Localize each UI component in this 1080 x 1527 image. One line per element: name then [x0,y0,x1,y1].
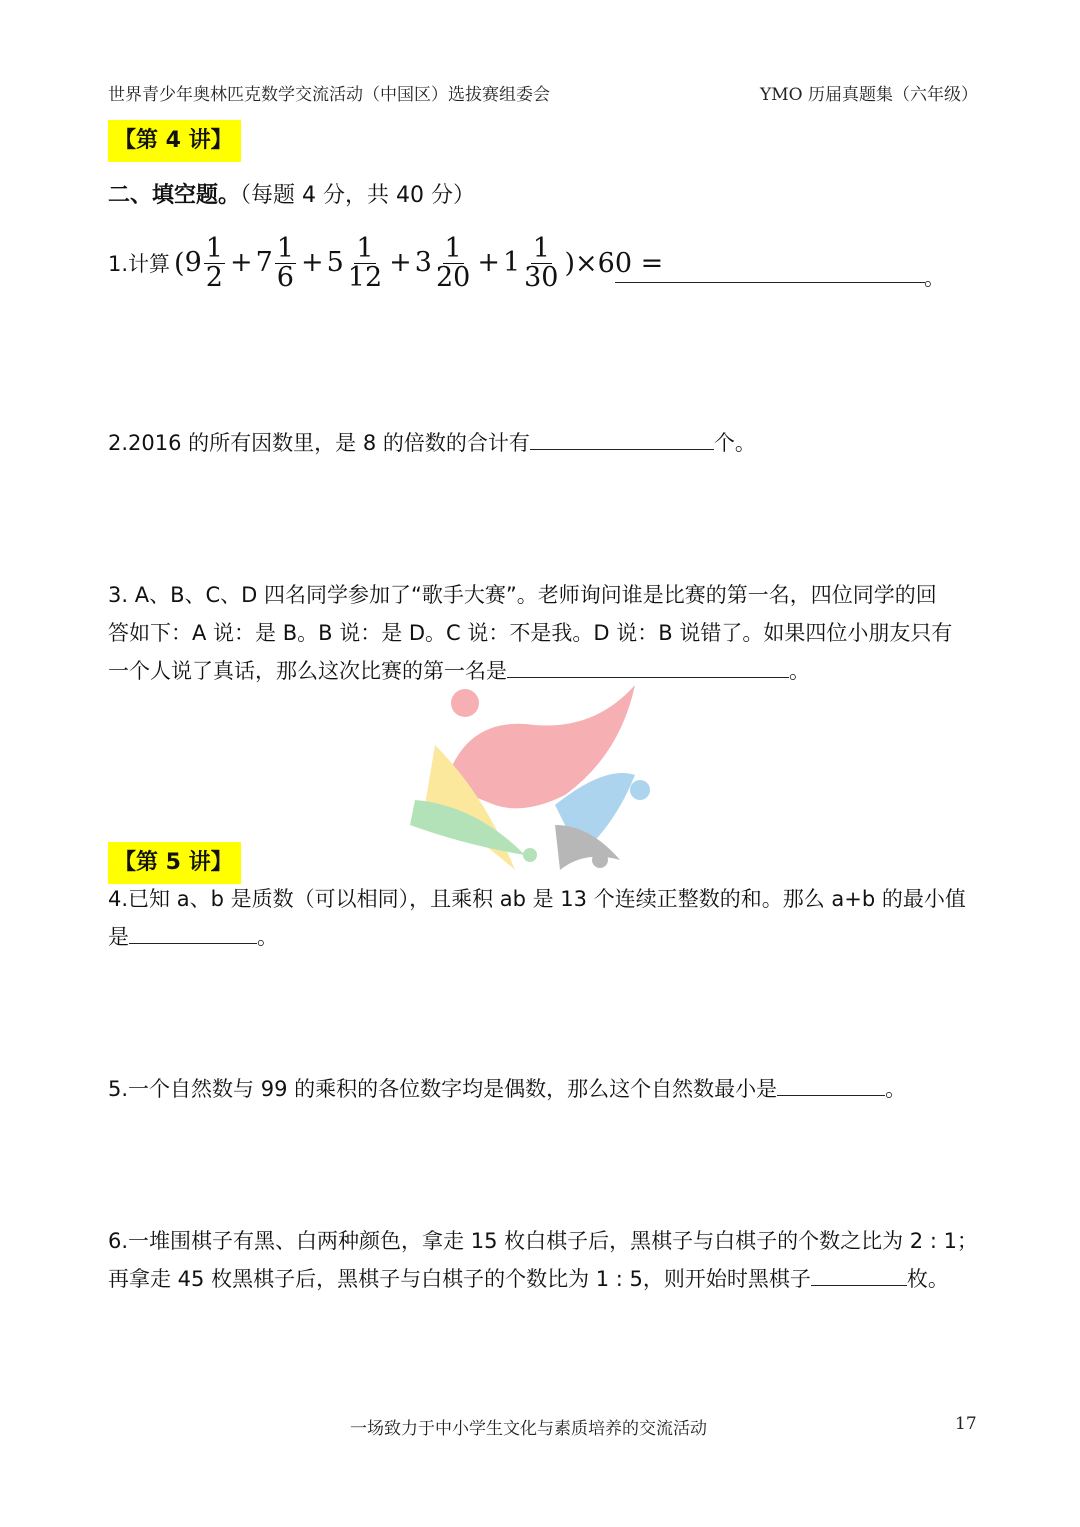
lecture-4-label: 【第 4 讲】 [108,120,241,162]
q4-answer-blank[interactable] [129,921,257,944]
q1-expression [184,232,563,293]
q2-text: 2.2016 的所有因数里，是 8 的倍数的合计有 [108,431,530,455]
q3-answer-blank[interactable] [507,655,789,678]
q1-numerator-3: 1 [356,232,374,264]
q5-text: 5.一个自然数与 99 的乘积的各位数字均是偶数，那么这个自然数最小是 [108,1077,778,1101]
q6-line-2: 再拿走 45 枚黑棋子后，黑棋子与白棋子的个数比为 1 : 5，则开始时黑棋子 [108,1267,811,1291]
q1-fraction-2 [275,232,296,293]
q1-whole-2: 7 [255,246,273,278]
q1-denominator-1: 2 [205,261,223,293]
q1-numerator-5: 1 [532,232,550,264]
q1-fraction-1 [204,232,225,293]
q1-whole-1: 9 [184,246,202,278]
footer-text: 一场致力于中小学生文化与素质培养的交流活动 [350,1419,707,1439]
q2-end: 个。 [713,431,756,455]
q1-numerator-1: 1 [205,232,223,264]
watermark-red-dot [451,689,479,717]
lecture-5-label: 【第 5 讲】 [108,842,241,884]
q4-end: 。 [257,925,278,949]
q3-end: 。 [789,659,810,683]
q3-line-2: 答如下：A 说：是 B。B 说：是 D。C 说：不是我。D 说：B 说错了。如果四位小朋友只有 [108,621,953,645]
q2-answer-blank[interactable] [530,427,714,450]
q1-whole-3: 5 [326,246,344,278]
q1-denominator-5: 30 [524,261,559,293]
page-number: 17 [955,1414,977,1434]
section-heading: 二、填空题。 [108,183,241,208]
q1-numerator-2: 1 [276,232,294,264]
q1-denominator-3: 12 [347,261,383,293]
question-6 [108,1222,980,1298]
question-2 [108,424,980,462]
q1-numerator-4: 1 [444,232,462,264]
q1-operator-3: + [389,246,412,278]
q6-end: 枚。 [906,1267,949,1291]
q6-line-1: 6.一堆围棋子有黑、白两种颜色，拿走 15 枚白棋子后，黑棋子与白棋子的个数之比为 2 : 1； [108,1229,978,1253]
question-1 [108,232,663,294]
q6-answer-blank[interactable] [811,1263,907,1286]
q4-line-1: 4.已知 a、b 是质数（可以相同），且乘积 ab 是 13 个连续正整数的和。那么 a+b 的最小值 [108,887,966,911]
watermark-green-dot [523,848,537,862]
q1-answer-blank[interactable] [615,262,925,283]
q1-fraction-4 [434,232,472,293]
q1-tail: )×60 = [564,247,664,279]
q1-prefix: 1.计算 [108,252,171,276]
q5-end: 。 [885,1077,907,1101]
section-note: （每题 4 分，共 40 分） [240,183,475,208]
header-left: 世界青少年奥林匹克数学交流活动（中国区）选拔赛组委会 [108,85,550,105]
q1-fraction-5 [522,232,560,293]
q1-whole-5: 1 [502,246,521,278]
question-5 [108,1070,980,1108]
q3-line-1: 3. A、B、C、D 四名同学参加了“歌手大赛”。老师询问谁是比赛的第一名，四位同学的回 [108,583,937,607]
q1-open-paren: ( [174,247,185,279]
section-title [108,178,475,209]
q1-denominator-4: 20 [435,261,471,293]
q1-operator-2: + [300,246,324,278]
q1-whole-4: 3 [414,246,432,278]
question-4 [108,880,980,956]
q4-line-2: 是 [108,925,129,949]
q1-end: 。 [924,266,945,290]
q1-denominator-2: 6 [276,261,294,293]
q1-operator-1: + [229,246,253,278]
question-3 [108,576,980,690]
q5-answer-blank[interactable] [777,1073,885,1096]
watermark-blue-dot [630,780,650,800]
header-right: YMO 历届真题集（六年级） [760,85,978,105]
watermark-gray-dot [592,852,608,868]
watermark-logo [405,655,665,895]
q1-fraction-3 [346,232,384,293]
q1-operator-4: + [477,246,500,278]
q3-line-3: 一个人说了真话，那么这次比赛的第一名是 [108,659,507,683]
